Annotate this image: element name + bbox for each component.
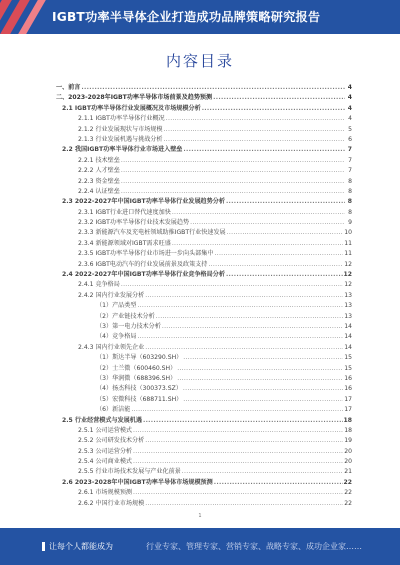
toc-entry-title: 2.6.2 中国行业市场规模 (78, 499, 145, 507)
toc-entry[interactable] (56, 260, 352, 270)
toc-leader-dots (226, 270, 343, 280)
toc-entry-title: 2.5.3 公司运营分析 (78, 447, 133, 455)
toc-leader-dots (133, 426, 343, 436)
toc-leader-dots (121, 166, 345, 176)
toc-entry-page: 13 (344, 312, 352, 320)
toc-leader-dots (143, 416, 343, 426)
toc-leader-dots (182, 467, 343, 477)
toc-entry-title: 2.5 行业经营模式与发展机遇 (62, 416, 142, 424)
toc-entry-page: 21 (344, 468, 352, 476)
toc-entry[interactable] (56, 332, 352, 342)
toc-entry-page: 14 (344, 322, 352, 330)
toc-entry-page: 8 (347, 198, 352, 206)
toc-entry-page: 17 (344, 395, 352, 403)
toc-leader-dots (183, 384, 343, 394)
toc-entry[interactable] (56, 291, 352, 301)
toc-entry[interactable] (56, 135, 352, 145)
toc-leader-dots (133, 447, 343, 457)
toc-entry-title: （1）斯达半导（603290.SH） (96, 354, 183, 362)
toc-entry-title: 2.3.2 IGBT功率半导体行业技术发展趋势 (78, 219, 190, 227)
toc-entry-title: 2.5.1 公司运营模式 (78, 426, 133, 434)
toc-entry[interactable] (56, 405, 352, 415)
toc-entry[interactable] (56, 301, 352, 311)
footer-slogan: 让每个人都能成为 (49, 542, 113, 551)
toc-leader-dots (183, 395, 343, 405)
toc-leader-dots (121, 187, 345, 197)
toc-entry[interactable] (56, 104, 352, 114)
toc-entry-page: 4 (347, 84, 352, 91)
toc-entry[interactable] (56, 280, 352, 290)
toc-entry[interactable] (56, 384, 352, 394)
toc-entry[interactable] (56, 322, 352, 332)
toc-entry-page: 16 (344, 374, 352, 382)
toc-entry[interactable] (56, 125, 352, 135)
toc-leader-dots (137, 332, 343, 342)
toc-entry-title: 一、前言 (56, 84, 81, 91)
toc-entry[interactable] (56, 364, 352, 374)
toc-leader-dots (121, 177, 345, 187)
toc-entry-page: 12 (344, 281, 352, 289)
toc-leader-dots (227, 228, 344, 238)
toc-entry[interactable] (56, 395, 352, 405)
toc-entry[interactable] (56, 416, 352, 426)
toc-entry-page: 8 (348, 177, 352, 185)
table-of-contents (56, 83, 352, 509)
toc-entry-title: （3）华润微（688396.SH） (96, 374, 177, 382)
toc-entry-title: 2.4.1 竞争格局 (78, 281, 120, 289)
toc-leader-dots (145, 499, 343, 509)
toc-entry-page: 4 (347, 104, 352, 112)
toc-entry-title: 2.3.6 IGBT电动汽车的行业发展前景及政策支持 (78, 260, 208, 268)
toc-entry-title: 二、2023-2028年IGBT功率半导体市场前景及趋势预测 (56, 94, 213, 102)
toc-entry-title: （4）竞争格局 (96, 333, 137, 341)
toc-entry-page: 20 (344, 458, 352, 466)
toc-entry-title: 2.2.2 人才壁垒 (78, 167, 120, 175)
toc-leader-dots (214, 478, 343, 488)
toc-leader-dots (133, 488, 343, 498)
toc-leader-dots (145, 291, 343, 301)
toc-leader-dots (172, 239, 343, 249)
toc-entry-page: 19 (344, 437, 352, 445)
toc-leader-dots (166, 114, 345, 124)
toc-entry-title: （4）扬杰科技（300373.SZ） (96, 385, 182, 393)
toc-entry[interactable] (56, 239, 352, 249)
toc-entry-title: （1）产品类型 (96, 302, 137, 310)
toc-entry[interactable] (56, 197, 352, 207)
toc-entry-title: 2.1 IGBT功率半导体行业发展概况及市场规模分析 (62, 104, 201, 112)
toc-entry-page: 15 (344, 354, 352, 362)
toc-entry-page: 12 (344, 260, 352, 268)
toc-entry-title: 2.4.3 国内行业领先企业 (78, 343, 145, 351)
toc-leader-dots (145, 343, 343, 353)
toc-entry-page: 11 (344, 239, 352, 247)
toc-entry[interactable] (56, 177, 352, 187)
toc-entry-title: 2.2.3 资金壁垒 (78, 177, 120, 185)
toc-entry-title: 2.3 2022-2027年中国IGBT功率半导体行业发展趋势分析 (62, 198, 225, 206)
toc-entry[interactable] (56, 467, 352, 477)
toc-entry-page: 9 (348, 219, 352, 227)
toc-entry[interactable] (56, 478, 352, 488)
toc-leader-dots (177, 364, 343, 374)
toc-entry-title: 2.1.1 IGBT功率半导体行业概况 (78, 115, 165, 123)
toc-entry-page: 16 (344, 385, 352, 393)
toc-entry-title: 2.3.3 新能源汽车及充电桩领域助推IGBT行业快速发展 (78, 229, 226, 237)
toc-entry[interactable] (56, 93, 352, 103)
toc-entry-title: （2）产业链技术分析 (96, 312, 155, 320)
toc-entry[interactable] (56, 457, 352, 467)
toc-leader-dots (131, 405, 343, 415)
toc-leader-dots (172, 208, 345, 218)
toc-entry-title: （3）第一电力技术分析 (96, 322, 161, 330)
toc-entry-page: 7 (348, 167, 352, 175)
toc-entry-title: 2.5.4 公司商业模式 (78, 458, 133, 466)
toc-entry[interactable] (56, 83, 352, 93)
toc-entry-title: 2.6 2023-2028年中国IGBT功率半导体市场规模预测 (62, 478, 213, 486)
toc-leader-dots (163, 125, 345, 135)
toc-entry-title: 2.6.1 市场规模预测 (78, 489, 133, 497)
toc-entry[interactable] (56, 249, 352, 259)
toc-entry-page: 22 (344, 499, 352, 507)
toc-entry-page: 22 (344, 489, 352, 497)
toc-entry-title: 2.4 2022-2027年中国IGBT功率半导体行业竞争格局分析 (62, 271, 225, 279)
toc-entry[interactable] (56, 343, 352, 353)
toc-entry[interactable] (56, 353, 352, 363)
toc-leader-dots (208, 260, 343, 270)
toc-entry-page: 17 (344, 406, 352, 414)
toc-entry-page: 8 (348, 187, 352, 195)
header-banner (0, 0, 400, 34)
toc-leader-dots (156, 312, 344, 322)
toc-entry-title: 2.3.4 新能源领域对IGBT需求旺盛 (78, 239, 171, 247)
toc-leader-dots (145, 436, 343, 446)
toc-entry[interactable] (56, 447, 352, 457)
toc-leader-dots (183, 353, 343, 363)
toc-entry-title: 2.3.5 IGBT功率半导体行业市场进一步向头部集中 (78, 250, 214, 258)
toc-leader-dots (121, 280, 343, 290)
toc-leader-dots (163, 135, 345, 145)
toc-entry[interactable] (56, 114, 352, 124)
page-number: 1 (198, 513, 202, 519)
toc-entry-title: （2）士兰微（600460.SH） (96, 364, 177, 372)
toc-leader-dots (133, 457, 343, 467)
toc-entry-page: 14 (344, 333, 352, 341)
toc-entry-page: 4 (348, 115, 352, 123)
toc-entry-page: 12 (343, 271, 352, 279)
toc-entry-title: （5）宏微科技（688711.SH） (96, 395, 183, 403)
toc-leader-dots (202, 104, 345, 114)
toc-entry-title: 2.5.2 公司研发技术分析 (78, 437, 145, 445)
toc-entry-title: 2.3.1 IGBT行业进口替代速度加快 (78, 208, 171, 216)
toc-entry-page: 20 (344, 447, 352, 455)
toc-entry[interactable] (56, 145, 352, 155)
toc-entry[interactable] (56, 228, 352, 238)
toc-leader-dots (81, 83, 345, 93)
toc-leader-dots (214, 249, 343, 259)
toc-entry-page: 8 (348, 208, 352, 216)
toc-entry-page: 11 (344, 250, 352, 258)
toc-entry-page: 4 (347, 94, 352, 102)
toc-entry-title: 2.4.2 国内行业发展分析 (78, 291, 145, 299)
toc-entry-page: 10 (344, 229, 352, 237)
toc-entry-page: 13 (344, 291, 352, 299)
toc-entry[interactable] (56, 488, 352, 498)
toc-entry-page: 13 (344, 302, 352, 310)
toc-entry-title: 2.1.2 行业发展现状与市场规模 (78, 125, 163, 133)
toc-entry-page: 7 (347, 146, 352, 154)
footer-accent-bar (42, 542, 45, 551)
toc-leader-dots (226, 197, 345, 207)
toc-entry[interactable] (56, 312, 352, 322)
toc-entry-page: 15 (344, 364, 352, 372)
toc-entry-page: 6 (348, 135, 352, 143)
toc-entry[interactable] (56, 156, 352, 166)
toc-entry-title: （6）新洁能 (96, 406, 131, 414)
toc-leader-dots (162, 322, 343, 332)
toc-entry[interactable] (56, 426, 352, 436)
toc-leader-dots (190, 218, 345, 228)
toc-leader-dots (183, 145, 345, 155)
toc-entry-page: 18 (344, 426, 352, 434)
toc-leader-dots (213, 93, 345, 103)
toc-entry[interactable] (56, 208, 352, 218)
toc-leader-dots (121, 156, 345, 166)
toc-entry-title: 2.5.5 行业市场技术发展与产业化前景 (78, 468, 181, 476)
toc-entry[interactable] (56, 374, 352, 384)
toc-entry-title: 2.2 我国IGBT功率半导体行业市场进入壁垒 (62, 146, 183, 154)
toc-entry-title: 2.1.3 行业发展机遇与挑战分析 (78, 135, 163, 143)
toc-entry[interactable] (56, 166, 352, 176)
toc-entry-page: 5 (348, 125, 352, 133)
toc-entry[interactable] (56, 499, 352, 509)
toc-entry[interactable] (56, 218, 352, 228)
toc-heading: 内容目录 (165, 52, 234, 70)
report-title: IGBT功率半导体企业打造成功品牌策略研究报告 (52, 10, 321, 24)
toc-leader-dots (177, 374, 343, 384)
toc-entry-page: 18 (343, 416, 352, 424)
toc-entry-page: 7 (348, 156, 352, 164)
toc-entry[interactable] (56, 187, 352, 197)
toc-entry-title: 2.2.1 技术壁垒 (78, 156, 120, 164)
footer-banner (0, 528, 400, 565)
toc-entry-page: 22 (343, 478, 352, 486)
toc-leader-dots (137, 301, 343, 311)
toc-entry[interactable] (56, 270, 352, 280)
footer-roles: 行业专家、管理专家、营销专家、战略专家、成功企业家…… (146, 542, 362, 551)
toc-entry-title: 2.2.4 认证壁垒 (78, 187, 120, 195)
toc-entry[interactable] (56, 436, 352, 446)
toc-entry-page: 14 (344, 343, 352, 351)
